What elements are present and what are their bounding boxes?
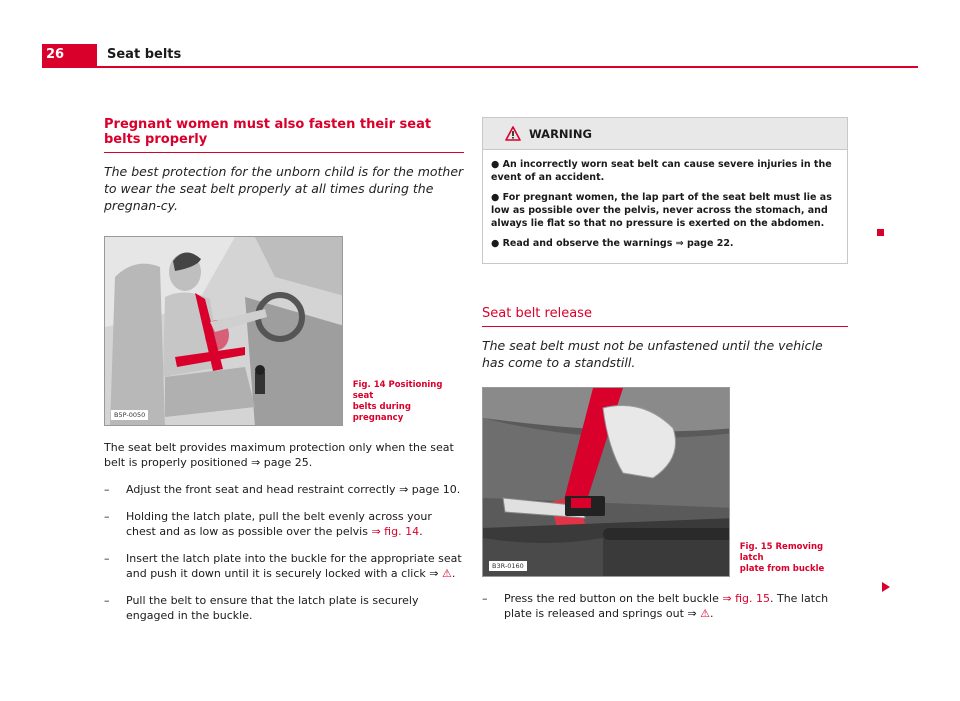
page-reference-link[interactable]: ⇒ page 10. [399,483,461,496]
release-instruction-list [482,591,848,621]
warning-reference-link[interactable]: ⇒ [687,607,697,620]
section-end-marker [877,229,884,236]
caption-line: Fig. 14 Positioning seat [352,380,443,401]
photo-belt-release [482,387,730,577]
caption-line: belts during pregnancy [352,402,411,423]
warning-title: WARNING [529,126,592,141]
paragraph-text: The seat belt provides maximum protection only when the seat belt is properly positioned [104,441,454,469]
figure-14 [104,236,464,426]
figure-caption [740,542,848,577]
photo-pregnant-seatbelt [104,236,343,426]
step-text: Pull the belt to ensure that the latch plate is securely engaged in the buckle. [126,594,419,622]
section-heading-release: Seat belt release [482,306,848,327]
caption-line: Fig. 15 Removing latch [739,542,824,563]
list-dash: – [104,483,110,496]
figure-15 [482,387,848,577]
warning-reference-link[interactable]: ⇒ [429,567,439,580]
list-dash: – [104,510,110,523]
buckle-release-illustration [483,388,730,577]
page-number: 26 [42,44,97,66]
warning-icon: ⚠ [441,567,452,580]
body-paragraph [104,440,464,470]
list-dash: – [104,552,110,565]
step-text: Holding the latch plate, pull the belt evenly across your chest and as low as possible over the pelvis [126,510,432,538]
intro-pregnant: The best protection for the unborn child is for the mother to wear the seat belt properly at all times during the pregnan-cy. [104,164,464,213]
step-text: Adjust the front seat and head restraint correctly [126,483,400,496]
list-item [104,593,464,623]
figure-caption [353,380,464,426]
warning-item: ● Read and observe the warnings ⇒ page 22. [491,238,734,249]
page-reference-link[interactable]: ⇒ page 25. [251,456,313,469]
warning-triangle-icon [505,126,521,141]
continue-arrow-icon [882,582,890,592]
left-column [104,117,464,635]
step-text: . The latch plate is released and springs out [504,592,829,620]
warning-item: ● An incorrectly worn seat belt can cause severe injuries in the event of an accident. [491,159,832,183]
section-heading-pregnant: Pregnant women must also fasten their seat belts properly [104,117,464,153]
warning-header [483,118,847,150]
figure-code: B3R-0160 [489,561,527,571]
list-item [104,509,464,539]
page-header [42,44,918,68]
list-item [104,482,464,497]
warning-box [482,117,848,264]
list-dash: – [482,592,488,605]
car-interior-illustration [105,237,343,426]
step-tail: . [451,567,456,580]
step-tail: . [710,607,714,620]
figure-reference-link[interactable]: ⇒ fig. 15 [722,592,770,605]
page-title: Seat belts [107,47,182,62]
step-text: Press the red button on the belt buckle [504,592,723,605]
intro-release: The seat belt must not be unfastened until the vehicle has come to a standstill. [482,338,823,370]
warning-item: ● For pregnant women, the lap part of the seat belt must lie as low as possible over the pelvis, never across the stomach, and always lie flat so that no pressure is exerted on the abdomen. [491,192,832,229]
list-item [482,591,848,621]
instruction-list [104,482,464,623]
caption-line: plate from buckle [739,564,825,574]
figure-code: B5P-0050 [111,410,148,420]
warning-icon: ⚠ [700,607,711,620]
warning-body [483,150,847,263]
list-dash: – [104,594,110,607]
step-tail: . [419,525,423,538]
right-column [482,117,848,633]
step-text: Insert the latch plate into the buckle for the appropriate seat and push it down until it is securely locked with a click [126,552,462,580]
list-item [104,551,464,581]
figure-reference-link[interactable]: ⇒ fig. 14 [371,525,420,538]
